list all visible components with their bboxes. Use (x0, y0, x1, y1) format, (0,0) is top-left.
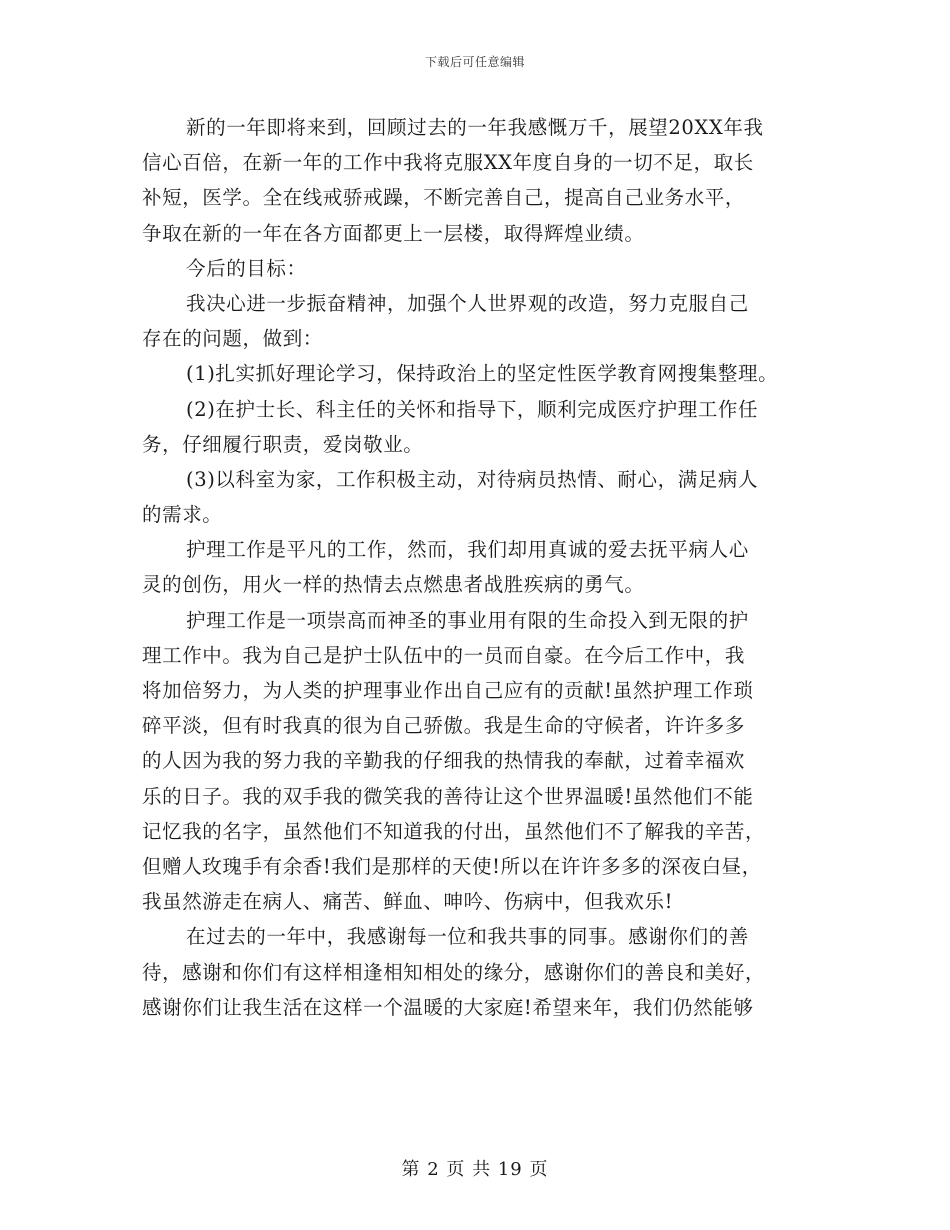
text-line: 待，感谢和你们有这样相逢相知相处的缘分，感谢你们的善良和美好， (142, 960, 766, 984)
text-line: 在过去的一年中，我感谢每一位和我共事的同事。感谢你们的善 (186, 925, 749, 949)
text-line: 但赠人玫瑰手有余香!我们是那样的天使!所以在许许多多的深夜白昼， (142, 854, 762, 878)
text-line: 感谢你们让我生活在这样一个温暖的大家庭!希望来年，我们仍然能够 (142, 995, 754, 1019)
text-line: 灵的创伤，用火一样的热情去点燃患者战胜疾病的勇气。 (142, 573, 645, 597)
text-line: 务，仔细履行职责，爱岗敬业。 (142, 432, 424, 456)
text-line: 理工作中。我为自己是护士队伍中的一员而自豪。在今后工作中，我 (142, 643, 746, 667)
text-line: 的人因为我的努力我的辛勤我的仔细我的热情我的奉献，过着幸福欢 (142, 749, 746, 773)
text-line: 信心百倍，在新一年的工作中我将克服XX年度自身的一切不足，取长 (142, 151, 754, 175)
text-line: 存在的问题，做到： (142, 327, 323, 351)
page-number: 第 2 页 共 19 页 (401, 1159, 549, 1180)
text-line: 碎平淡，但有时我真的很为自己骄傲。我是生命的守候者，许许多多 (142, 714, 746, 738)
text-line: 我虽然游走在病人、痛苦、鲜血、呻吟、伤病中，但我欢乐! (142, 890, 674, 914)
text-line: (3)以科室为家，工作积极主动，对待病员热情、耐心，满足病人 (186, 467, 759, 491)
text-line: 的需求。 (142, 503, 223, 527)
text-line: 争取在新的一年在各方面都更上一层楼，取得辉煌业绩。 (142, 221, 645, 245)
text-line: 乐的日子。我的双手我的微笑我的善待让这个世界温暖!虽然他们不能 (142, 784, 754, 808)
text-line: 今后的目标： (186, 256, 307, 280)
text-line: 新的一年即将来到，回顾过去的一年我感慨万千，展望20XX年我 (186, 116, 764, 139)
text-line: 记忆我的名字，虽然他们不知道我的付出，虽然他们不了解我的辛苦， (142, 819, 766, 843)
text-line: (2)在护士长、科主任的关怀和指导下，顺利完成医疗护理工作任 (186, 397, 759, 421)
text-line: 补短，医学。全在线戒骄戒躁，不断完善自己，提高自己业务水平， (142, 186, 746, 210)
text-line: 我决心进一步振奋精神，加强个人世界观的改造，努力克服自己 (186, 291, 749, 315)
page-header: 下载后可任意编辑 (424, 55, 525, 69)
document-body (142, 110, 822, 1025)
text-line: (1)扎实抓好理论学习，保持政治上的坚定性医学教育网搜集整理。 (186, 362, 779, 386)
text-line: 护理工作是一项崇高而神圣的事业用有限的生命投入到无限的护 (186, 608, 749, 632)
text-line: 护理工作是平凡的工作，然而，我们却用真诚的爱去抚平病人心 (186, 538, 749, 562)
text-line: 将加倍努力，为人类的护理事业作出自己应有的贡献!虽然护理工作琐 (142, 679, 754, 702)
